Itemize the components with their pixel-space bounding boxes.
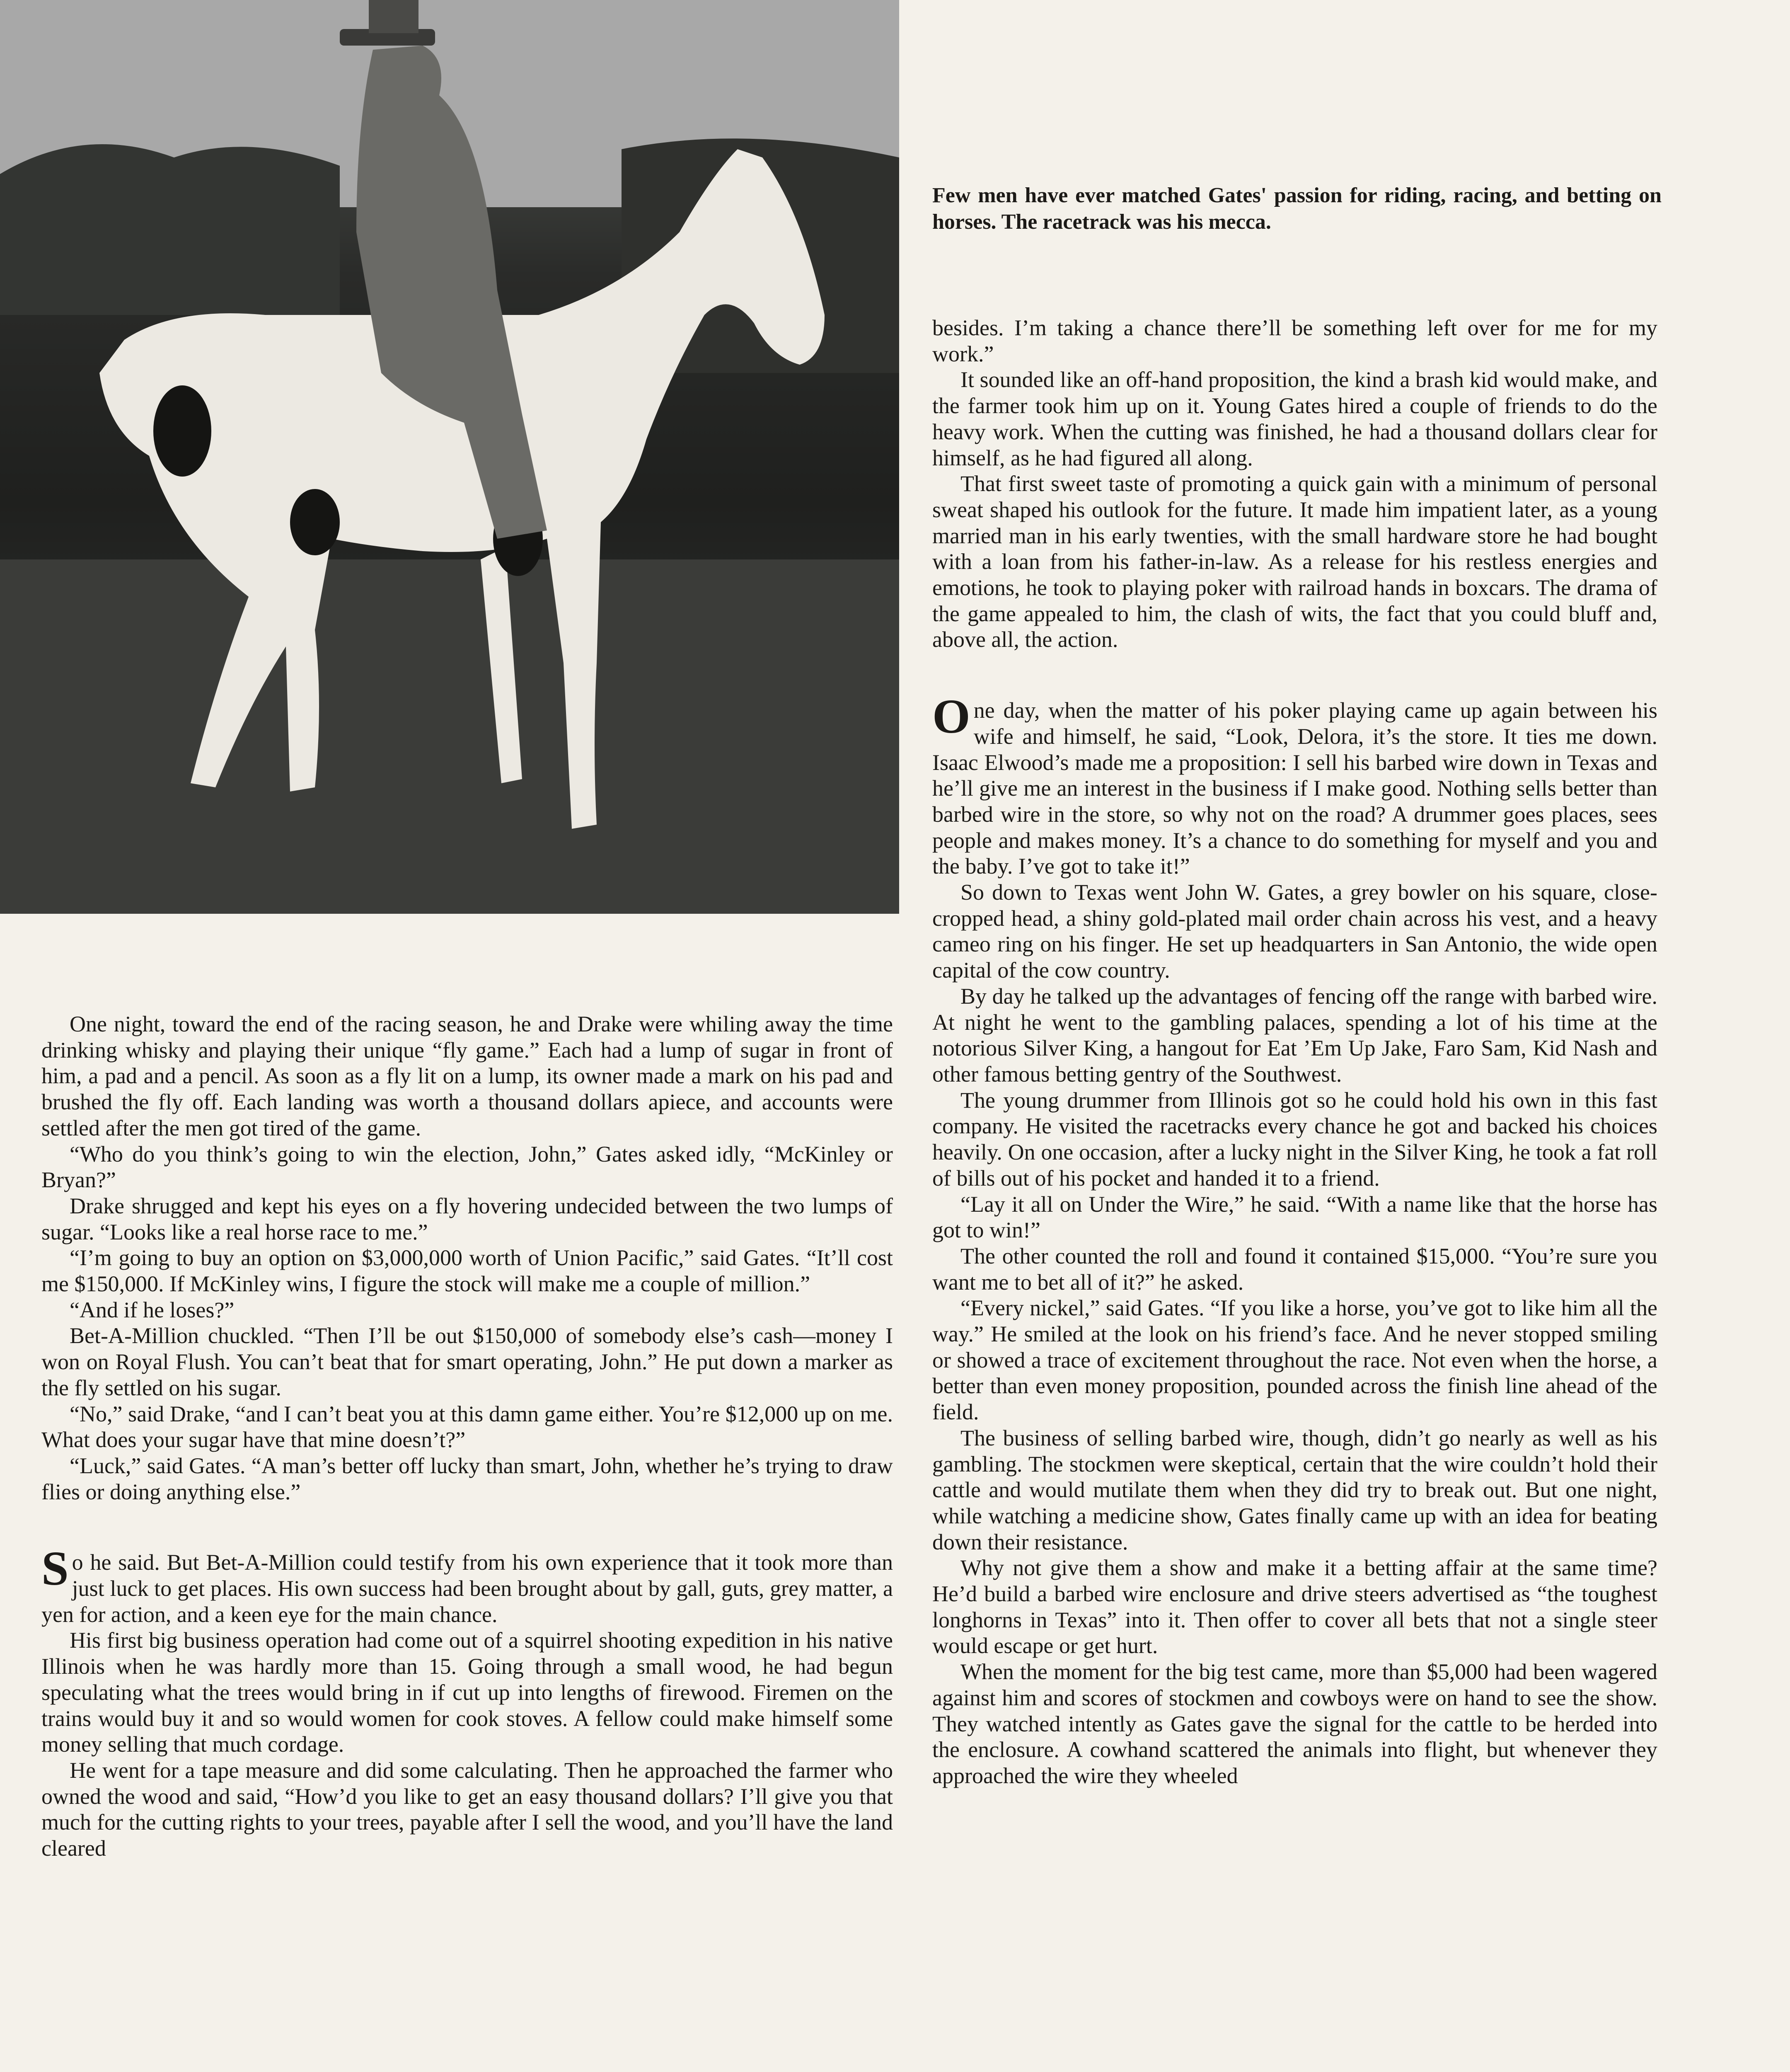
paragraph: The young drummer from Illinois got so he could hold his own in this fast company. He visited the racetracks every chance he got and backed his choices heavily. On one occasion, after a lucky night in the Silver King, he took a fat roll of bills out of his pocket and handed it to a friend. — [932, 1087, 1657, 1191]
paragraph: His first big business operation had come out of a squirrel shooting expedition in his native Illinois when he was hardly more than 15. Going through a small wood, he had begun speculating what the trees would bring in if cut up into lengths of firewood. Firemen on the trains would buy it and so would women for cook stoves. A fellow could make himself some money selling that much cordage. — [41, 1628, 893, 1757]
paragraph: He went for a tape measure and did some calculating. Then he approached the farmer who owned the wood and said, “How’d you like to get an easy thousand dollars? I’ll give you that much for the cutting rights to your trees, payable after I sell the wood, and you’ll have the land cleared — [41, 1757, 893, 1861]
paragraph: The other counted the roll and found it contained $15,000. “You’re sure you want me to bet all of it?” he asked. — [932, 1243, 1657, 1295]
paragraph: Why not give them a show and make it a betting affair at the same time? He’d build a barbed wire enclosure and drive steers advertised as “the toughest longhorns in Texas” into it. Then offer to cover all bets that not a single steer would escape or get hurt. — [932, 1555, 1657, 1658]
paragraph: One night, toward the end of the racing season, he and Drake were whiling away the time drinking whisky and playing their unique “fly game.” Each had a lump of sugar in front of him, a pad and a pencil. As soon as a fly lit on a lump, its owner made a mark on his pad and brushed the fly off. Each landing was worth a thousand dollars apiece, and accounts were settled after the men got tired of the game. — [41, 1012, 893, 1140]
paragraph: “Lay it all on Under the Wire,” he said. “With a name like that the horse has got to win!” — [932, 1191, 1657, 1243]
article-column-left — [41, 1011, 893, 1861]
paragraph: It sounded like an off-hand proposition, the kind a brash kid would make, and the farmer took him up on it. Young Gates hired a couple of friends to do the heavy work. When the cutting was finished, he had a thousand dollars clear for himself, as he had figured all along. — [932, 367, 1657, 470]
article-column-right — [932, 315, 1657, 1789]
paragraph: “And if he loses?” — [70, 1297, 235, 1322]
paragraph: Bet-A-Million chuckled. “Then I’ll be out $150,000 of somebody else’s cash—money I won on Royal Flush. You can’t beat that for smart operating, John.” He put down a marker as the fly settled on his sugar. — [41, 1323, 893, 1400]
paragraph: By day he talked up the advantages of fencing off the range with barbed wire. At night he went to the gambling palaces, spending a lot of his time at the notorious Silver King, a hangout for Eat ’Em Up Jake, Faro Sam, Kid Nash and other famous betting gentry of the Southwest. — [932, 983, 1657, 1087]
paragraph: That first sweet taste of promoting a quick gain with a minimum of personal sweat shaped his outlook for the future. It made him impatient later, as a young married man in his early twenties, with the small hardware store he had bought with a loan from his father-in-law. As a release for his restless energies and emotions, he took to playing poker with railroad hands in boxcars. The drama of the game appealed to him, the clash of wits, the fact that you could bluff and, above all, the action. — [932, 471, 1657, 652]
paragraph: “Luck,” said Gates. “A man’s better off lucky than smart, John, whether he’s trying to draw flies or doing anything else.” — [41, 1453, 893, 1504]
paragraph: The business of selling barbed wire, though, didn’t go nearly as well as his gambling. The stockmen were skeptical, certain that the wire couldn’t hold their cattle and would mutilate them when they did try to break out. But one night, while watching a medicine show, Gates finally came up with an idea for beating down their resistance. — [932, 1425, 1657, 1554]
drop-cap-paragraph: So he said. But Bet-A-Million could testify from his own experience that it took more than just luck to get places. His own success had been brought about by gall, guts, grey matter, a yen for action, and a keen eye for the main chance. — [41, 1541, 893, 1627]
paragraph: Drake shrugged and kept his eyes on a fly hovering undecided between the two lumps of sugar. “Looks like a real horse race to me.” — [41, 1193, 893, 1244]
photo-gates-on-horse — [0, 0, 899, 914]
paragraph: “I’m going to buy an option on $3,000,000 worth of Union Pacific,” said Gates. “It’ll cost me $150,000. If McKinley wins, I figure the stock will make me a couple of million.” — [41, 1245, 893, 1297]
paragraph: besides. I’m taking a chance there’ll be something left over for me for my work.” — [932, 315, 1657, 366]
paragraph: When the moment for the big test came, more than $5,000 had been wagered against him and scores of stockmen and cowboys were on hand to see the show. They watched intently as Gates gave the signal for the cattle to be herded into the enclosure. A cowhand scattered the animals into flight, but whenever they approached the wire they wheeled — [932, 1659, 1657, 1788]
paragraph: So down to Texas went John W. Gates, a grey bowler on his square, close-cropped head, a shiny gold-plated mail order chain across his vest, and a heavy cameo ring on his finger. He set up headquarters in San Antonio, the wide open capital of the cow country. — [932, 880, 1657, 983]
photo-caption: Few men have ever matched Gates' passion for riding, racing, and betting on horses. The racetrack was his mecca. — [932, 184, 1662, 234]
horse-rider-photo — [0, 0, 899, 914]
drop-cap-paragraph: One day, when the matter of his poker playing came up again between his wife and himself, he said, “Look, Delora, it’s the store. It ties me down. Isaac Elwood’s made me a proposition: I sell his barbed wire down in Texas and he’ll give me an interest in the business if I make good. Nothing sells better than barbed wire in the store, so why not on the road? A drummer goes places, sees people and makes money. It’s a chance to do something for myself and you and the baby. I’ve got to take it!” — [932, 689, 1657, 879]
paragraph: “No,” said Drake, “and I can’t beat you at this damn game either. You’re $12,000 up on me. What does your sugar have that mine doesn’t?” — [41, 1401, 893, 1452]
paragraph: “Who do you think’s going to win the election, John,” Gates asked idly, “McKinley or Bryan?” — [41, 1141, 893, 1193]
paragraph: “Every nickel,” said Gates. “If you like a horse, you’ve got to like him all the way.” He smiled at the look on his friend’s face. And he never stopped smiling or showed a trace of excitement throughout the race. Not even when the horse, a better than even money proposition, pounded across the finish line ahead of the field. — [932, 1295, 1657, 1425]
